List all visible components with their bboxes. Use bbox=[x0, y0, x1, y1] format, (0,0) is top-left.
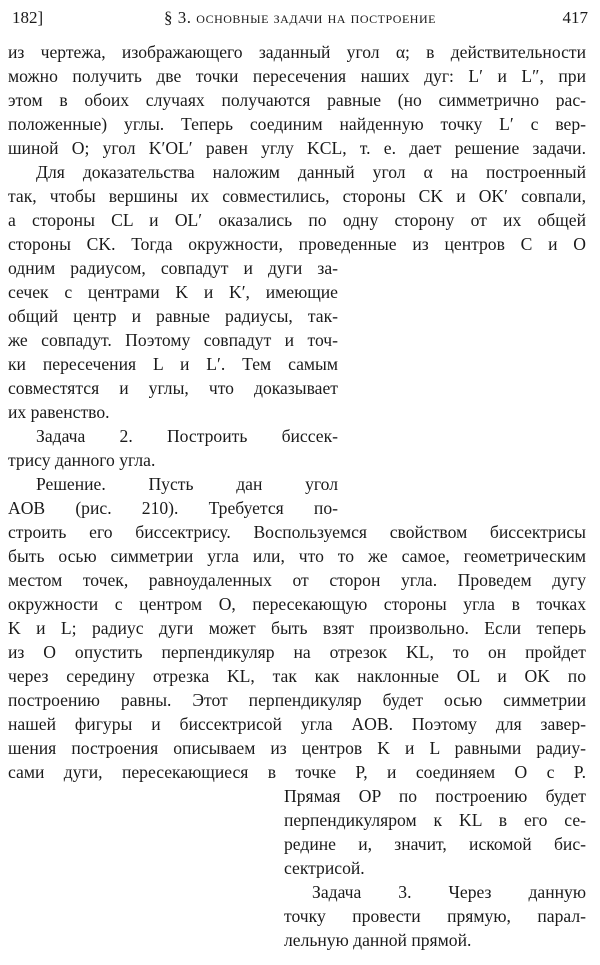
text-line: можно получить две точки пересечения наших дуг: L′ и L″, при bbox=[8, 66, 586, 86]
text-line: же совпадут. Поэтому совпадут и точ- bbox=[8, 330, 338, 350]
text-line: быть осью симметрии угла или, что то же самое, геометрическим bbox=[8, 546, 586, 566]
text-line: строить его биссектрису. Воспользуемся свойством биссектрисы bbox=[8, 522, 586, 542]
text-line: Задача 3. Через данную bbox=[312, 882, 586, 902]
text-line: Для доказательства наложим данный угол α на построенный bbox=[36, 162, 586, 182]
text-line: точку провести прямую, парал- bbox=[284, 906, 586, 926]
text-line: K и L; радиус дуги может быть взят произвольно. Если теперь bbox=[8, 618, 586, 638]
text-line: из чертежа, изображающего заданный угол α; в действительности bbox=[8, 42, 586, 62]
text-line: стороны CK. Тогда окружности, проведенные из центров C и O bbox=[8, 234, 586, 254]
text-line: из O опустить перпендикуляр на отрезок KL, то он пройдет bbox=[8, 642, 586, 662]
text-line: Прямая OP по построению будет bbox=[284, 786, 586, 806]
text-line: совместятся и углы, что доказывает bbox=[8, 378, 338, 398]
text-line: шения построения описываем из центров K и L равными радиу- bbox=[8, 738, 586, 758]
text-line: сечек с центрами K и K′, имеющие bbox=[8, 282, 338, 302]
text-line: построению равны. Этот перпендикуляр будет осью симметрии bbox=[8, 690, 586, 710]
text-line: одним радиусом, совпадут и дуги за- bbox=[8, 258, 338, 278]
text-line: через середину отрезка KL, так как наклонные OL и OK по bbox=[8, 666, 586, 686]
text-line: этом в обоих случаях получаются равные (но симметрично рас- bbox=[8, 90, 586, 110]
text-line: сами дуги, пересекающиеся в точке P, и соединяем O с P. bbox=[8, 762, 586, 782]
running-title: § 3. основные задачи на построение bbox=[164, 8, 436, 27]
text-line: ки пересечения L и L′. Тем самым bbox=[8, 354, 338, 374]
text-line: сектрисой. bbox=[284, 858, 365, 878]
text-line: редине и, значит, искомой бис- bbox=[284, 834, 586, 854]
text-line: их равенство. bbox=[8, 402, 110, 422]
text-line: а стороны CL и OL′ оказались по одну сторону от их общей bbox=[8, 210, 586, 230]
text-line: общий центр и равные радиусы, так- bbox=[8, 306, 338, 326]
page-number: 417 bbox=[562, 8, 588, 27]
text-line: трису данного угла. bbox=[8, 450, 156, 470]
text-line: нашей фигуры и биссектрисой угла AOB. Поэтому для завер- bbox=[8, 714, 586, 734]
text-line: лельную данной прямой. bbox=[284, 930, 472, 950]
text-line: местом точек, равноудаленных от сторон угла. Проведем дугу bbox=[8, 570, 586, 590]
text-line: шиной O; угол K′OL′ равен углу KCL, т. е. дает решение задачи. bbox=[8, 138, 586, 158]
text-line: так, чтобы вершины их совместились, стороны CK и OK′ совпали, bbox=[8, 186, 586, 206]
section-ref: 182] bbox=[12, 8, 44, 27]
text-line: перпендикуляром к KL в его се- bbox=[284, 810, 586, 830]
text-line: AOB (рис. 210). Требуется по- bbox=[8, 498, 338, 518]
text-line: Задача 2. Построить биссек- bbox=[36, 426, 338, 446]
text-line: положенные) углы. Теперь соединим найденную точку L′ с вер- bbox=[8, 114, 586, 134]
text-line: окружности с центром O, пересекающую стороны угла в точках bbox=[8, 594, 586, 614]
text-line: Решение. Пусть дан угол bbox=[36, 474, 338, 494]
running-header bbox=[12, 8, 588, 32]
